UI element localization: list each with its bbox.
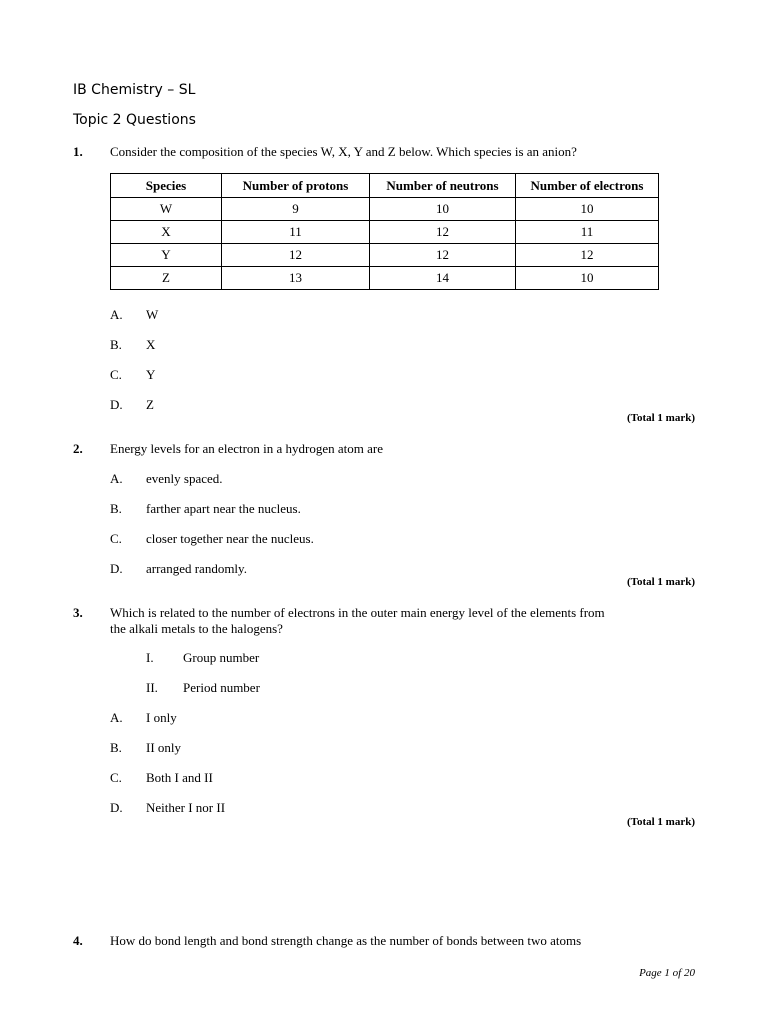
option-text: II only xyxy=(146,740,182,755)
table-cell: 12 xyxy=(370,221,516,244)
option-letter: C. xyxy=(110,770,122,785)
option-letter: A. xyxy=(110,471,123,486)
question-text: Energy levels for an electron in a hydrogen atom are xyxy=(110,441,384,456)
question-number: 1. xyxy=(73,144,83,159)
statement-text: Period number xyxy=(183,680,260,695)
question-number: 2. xyxy=(73,441,83,456)
table-cell: W xyxy=(111,198,222,221)
table-cell: 11 xyxy=(222,221,370,244)
option-letter: B. xyxy=(110,501,122,516)
option-letter: B. xyxy=(110,740,122,755)
option-text: I only xyxy=(146,710,177,725)
statement-text: Group number xyxy=(183,650,260,665)
total-mark: (Total 1 mark) xyxy=(626,412,695,424)
species-table xyxy=(110,173,659,290)
table-row xyxy=(111,198,659,221)
option-letter: D. xyxy=(110,561,123,576)
option-letter: D. xyxy=(110,397,123,412)
option-letter: A. xyxy=(110,710,123,725)
option-text: X xyxy=(146,337,156,352)
option-text: Both I and II xyxy=(146,770,213,785)
statement-number: I. xyxy=(146,650,154,665)
table-cell: Z xyxy=(111,267,222,290)
column-header: Species xyxy=(111,174,222,198)
column-header: Number of electrons xyxy=(516,174,659,198)
column-header: Number of neutrons xyxy=(370,174,516,198)
table-cell: 10 xyxy=(516,198,659,221)
table-cell: X xyxy=(111,221,222,244)
option-letter: A. xyxy=(110,307,123,322)
table-cell: 12 xyxy=(222,244,370,267)
table-cell: 13 xyxy=(222,267,370,290)
option-text: W xyxy=(146,307,159,322)
option-text: farther apart near the nucleus. xyxy=(146,501,301,516)
page-number: Page 1 of 20 xyxy=(639,967,695,979)
option-text: closer together near the nucleus. xyxy=(146,531,314,546)
table-cell: 9 xyxy=(222,198,370,221)
question-number: 4. xyxy=(73,933,83,948)
table-cell: Y xyxy=(111,244,222,267)
table-cell: 10 xyxy=(516,267,659,290)
option-letter: B. xyxy=(110,337,122,352)
table-header-row xyxy=(111,174,659,198)
option-text: evenly spaced. xyxy=(146,471,223,486)
question-text: Which is related to the number of electrons in the outer main energy level of the elements from xyxy=(110,605,605,620)
option-letter: C. xyxy=(110,531,122,546)
column-header: Number of protons xyxy=(222,174,370,198)
option-letter: C. xyxy=(110,367,122,382)
table-cell: 12 xyxy=(370,244,516,267)
option-text: Neither I nor II xyxy=(146,800,226,815)
total-mark: (Total 1 mark) xyxy=(626,816,695,828)
option-text: arranged randomly. xyxy=(146,561,247,576)
topic-title: Topic 2 Questions xyxy=(73,112,196,128)
question-text-continued: the alkali metals to the halogens? xyxy=(110,621,283,636)
table-cell: 11 xyxy=(516,221,659,244)
question-text: How do bond length and bond strength change as the number of bonds between two atoms xyxy=(110,933,582,948)
table-row xyxy=(111,244,659,267)
question-number: 3. xyxy=(73,605,83,620)
option-text: Y xyxy=(146,367,156,382)
table-cell: 12 xyxy=(516,244,659,267)
table-cell: 10 xyxy=(370,198,516,221)
table-row xyxy=(111,267,659,290)
statement-number: II. xyxy=(146,680,158,695)
total-mark: (Total 1 mark) xyxy=(626,576,695,588)
course-title: IB Chemistry – SL xyxy=(73,82,196,98)
option-letter: D. xyxy=(110,800,123,815)
table-cell: 14 xyxy=(370,267,516,290)
question-text: Consider the composition of the species W, X, Y and Z below. Which species is an anion? xyxy=(110,144,577,159)
table-row xyxy=(111,221,659,244)
option-text: Z xyxy=(146,397,154,412)
